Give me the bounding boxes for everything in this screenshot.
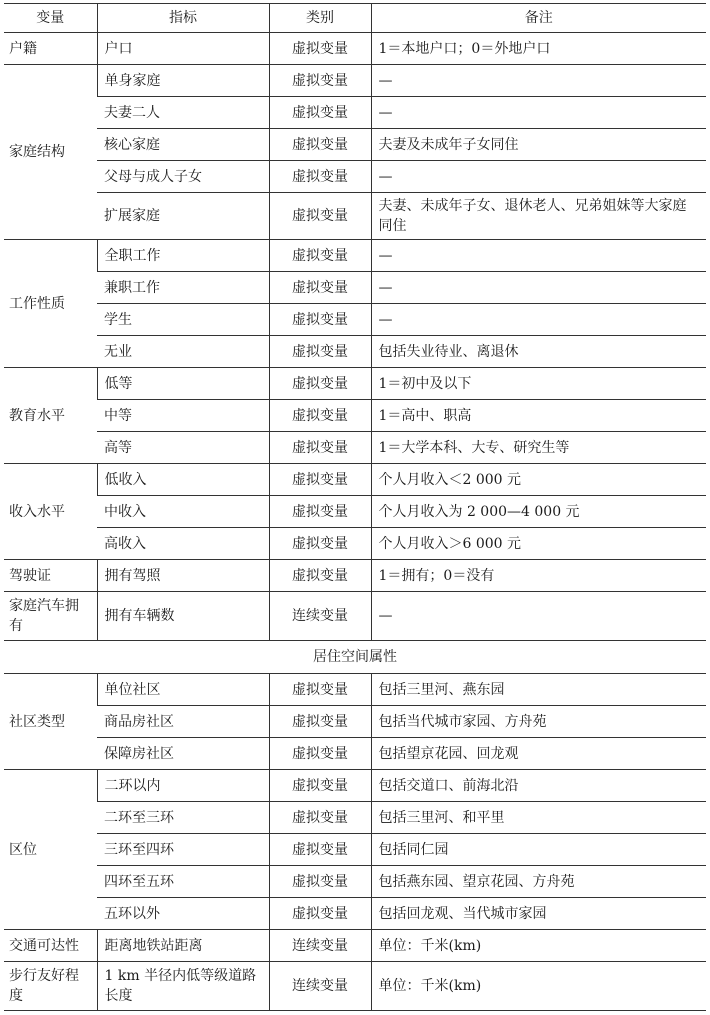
- category-cell: 连续变量: [269, 930, 371, 962]
- table-row: [4, 706, 706, 738]
- category-cell: 虚拟变量: [269, 560, 371, 592]
- header-indicator: 指标: [97, 4, 269, 33]
- header-row: [4, 4, 706, 33]
- table-row: [4, 272, 706, 304]
- note-cell: —: [371, 97, 706, 129]
- table-row: [4, 930, 706, 962]
- indicator-cell: 保障房社区: [97, 738, 269, 770]
- table-row: [4, 674, 706, 706]
- indicator-cell: 中等: [97, 400, 269, 432]
- indicator-cell: 扩展家庭: [97, 193, 269, 240]
- category-cell: 虚拟变量: [269, 898, 371, 930]
- note-cell: 个人月收入＞6 000 元: [371, 528, 706, 560]
- category-cell: 虚拟变量: [269, 33, 371, 65]
- table-row: [4, 33, 706, 65]
- category-cell: 虚拟变量: [269, 240, 371, 272]
- indicator-cell: 父母与成人子女: [97, 161, 269, 193]
- variable-cell: 家庭汽车拥有: [4, 592, 97, 641]
- note-cell: 夫妻、未成年子女、退休老人、兄弟姐妹等大家庭同住: [371, 193, 706, 240]
- note-cell: 包括当代城市家园、方舟苑: [371, 706, 706, 738]
- note-cell: 包括交道口、前海北沿: [371, 770, 706, 802]
- section-row: [4, 641, 706, 674]
- note-cell: 个人月收入＜2 000 元: [371, 464, 706, 496]
- indicator-cell: 全职工作: [97, 240, 269, 272]
- table-row: [4, 432, 706, 464]
- table-row: [4, 161, 706, 193]
- category-cell: 虚拟变量: [269, 464, 371, 496]
- note-cell: 包括望京花园、回龙观: [371, 738, 706, 770]
- indicator-cell: 1 km 半径内低等级道路长度: [97, 962, 269, 1011]
- category-cell: 虚拟变量: [269, 834, 371, 866]
- header-note: 备注: [371, 4, 706, 33]
- note-cell: 1＝高中、职高: [371, 400, 706, 432]
- note-cell: 单位：千米(km): [371, 962, 706, 1011]
- category-cell: 虚拟变量: [269, 400, 371, 432]
- table-row: [4, 97, 706, 129]
- category-cell: 虚拟变量: [269, 866, 371, 898]
- note-cell: 包括失业待业、离退休: [371, 336, 706, 368]
- note-cell: —: [371, 240, 706, 272]
- note-cell: 包括同仁园: [371, 834, 706, 866]
- table-row: [4, 898, 706, 930]
- table-row: [4, 368, 706, 400]
- table-row: [4, 834, 706, 866]
- note-cell: 夫妻及未成年子女同住: [371, 129, 706, 161]
- note-cell: 包括三里河、和平里: [371, 802, 706, 834]
- indicator-cell: 无业: [97, 336, 269, 368]
- indicator-cell: 高收入: [97, 528, 269, 560]
- table-row: [4, 560, 706, 592]
- table-row: [4, 129, 706, 161]
- note-cell: 包括燕东园、望京花园、方舟苑: [371, 866, 706, 898]
- note-cell: 包括回龙观、当代城市家园: [371, 898, 706, 930]
- indicator-cell: 四环至五环: [97, 866, 269, 898]
- variable-cell: 步行友好程度: [4, 962, 97, 1011]
- table-row: [4, 592, 706, 641]
- indicator-cell: 单身家庭: [97, 65, 269, 97]
- table-row: [4, 65, 706, 97]
- category-cell: 虚拟变量: [269, 161, 371, 193]
- header-category: 类别: [269, 4, 371, 33]
- category-cell: 虚拟变量: [269, 674, 371, 706]
- indicator-cell: 距离地铁站距离: [97, 930, 269, 962]
- header-variable: 变量: [4, 4, 97, 33]
- indicator-cell: 高等: [97, 432, 269, 464]
- variable-cell: 驾驶证: [4, 560, 97, 592]
- variable-cell: 家庭结构: [4, 65, 97, 240]
- table-row: [4, 496, 706, 528]
- category-cell: 虚拟变量: [269, 304, 371, 336]
- category-cell: 虚拟变量: [269, 193, 371, 240]
- category-cell: 虚拟变量: [269, 129, 371, 161]
- table-row: [4, 240, 706, 272]
- table-row: [4, 962, 706, 1011]
- category-cell: 虚拟变量: [269, 65, 371, 97]
- category-cell: 虚拟变量: [269, 496, 371, 528]
- indicator-cell: 低等: [97, 368, 269, 400]
- note-cell: —: [371, 592, 706, 641]
- note-cell: 包括三里河、燕东园: [371, 674, 706, 706]
- note-cell: 个人月收入为 2 000—4 000 元: [371, 496, 706, 528]
- category-cell: 虚拟变量: [269, 272, 371, 304]
- indicator-cell: 兼职工作: [97, 272, 269, 304]
- indicator-cell: 二环以内: [97, 770, 269, 802]
- indicator-cell: 中收入: [97, 496, 269, 528]
- table-row: [4, 304, 706, 336]
- variable-cell: 工作性质: [4, 240, 97, 368]
- category-cell: 虚拟变量: [269, 802, 371, 834]
- variable-cell: 户籍: [4, 33, 97, 65]
- note-cell: 单位：千米(km): [371, 930, 706, 962]
- indicator-cell: 学生: [97, 304, 269, 336]
- note-cell: 1＝本地户口；0＝外地户口: [371, 33, 706, 65]
- category-cell: 连续变量: [269, 962, 371, 1011]
- note-cell: 1＝初中及以下: [371, 368, 706, 400]
- category-cell: 连续变量: [269, 592, 371, 641]
- category-cell: 虚拟变量: [269, 738, 371, 770]
- indicator-cell: 二环至三环: [97, 802, 269, 834]
- note-cell: —: [371, 65, 706, 97]
- indicator-cell: 五环以外: [97, 898, 269, 930]
- variable-cell: 收入水平: [4, 464, 97, 560]
- indicator-cell: 三环至四环: [97, 834, 269, 866]
- table-row: [4, 336, 706, 368]
- category-cell: 虚拟变量: [269, 706, 371, 738]
- indicator-cell: 拥有车辆数: [97, 592, 269, 641]
- variable-cell: 社区类型: [4, 674, 97, 770]
- note-cell: 1＝拥有；0＝没有: [371, 560, 706, 592]
- indicator-cell: 户口: [97, 33, 269, 65]
- table-row: [4, 464, 706, 496]
- variable-cell: 教育水平: [4, 368, 97, 464]
- table-row: [4, 738, 706, 770]
- category-cell: 虚拟变量: [269, 336, 371, 368]
- indicator-cell: 低收入: [97, 464, 269, 496]
- category-cell: 虚拟变量: [269, 432, 371, 464]
- section-title: 居住空间属性: [4, 641, 706, 674]
- indicator-cell: 核心家庭: [97, 129, 269, 161]
- note-cell: —: [371, 272, 706, 304]
- category-cell: 虚拟变量: [269, 97, 371, 129]
- note-cell: —: [371, 304, 706, 336]
- note-cell: —: [371, 161, 706, 193]
- table-row: [4, 802, 706, 834]
- table-row: [4, 400, 706, 432]
- indicator-cell: 商品房社区: [97, 706, 269, 738]
- category-cell: 虚拟变量: [269, 368, 371, 400]
- table-row: [4, 770, 706, 802]
- table-row: [4, 193, 706, 240]
- variable-cell: 区位: [4, 770, 97, 930]
- variables-table: [4, 3, 706, 1011]
- category-cell: 虚拟变量: [269, 528, 371, 560]
- category-cell: 虚拟变量: [269, 770, 371, 802]
- variable-cell: 交通可达性: [4, 930, 97, 962]
- indicator-cell: 单位社区: [97, 674, 269, 706]
- note-cell: 1＝大学本科、大专、研究生等: [371, 432, 706, 464]
- table-row: [4, 866, 706, 898]
- indicator-cell: 拥有驾照: [97, 560, 269, 592]
- indicator-cell: 夫妻二人: [97, 97, 269, 129]
- table-row: [4, 528, 706, 560]
